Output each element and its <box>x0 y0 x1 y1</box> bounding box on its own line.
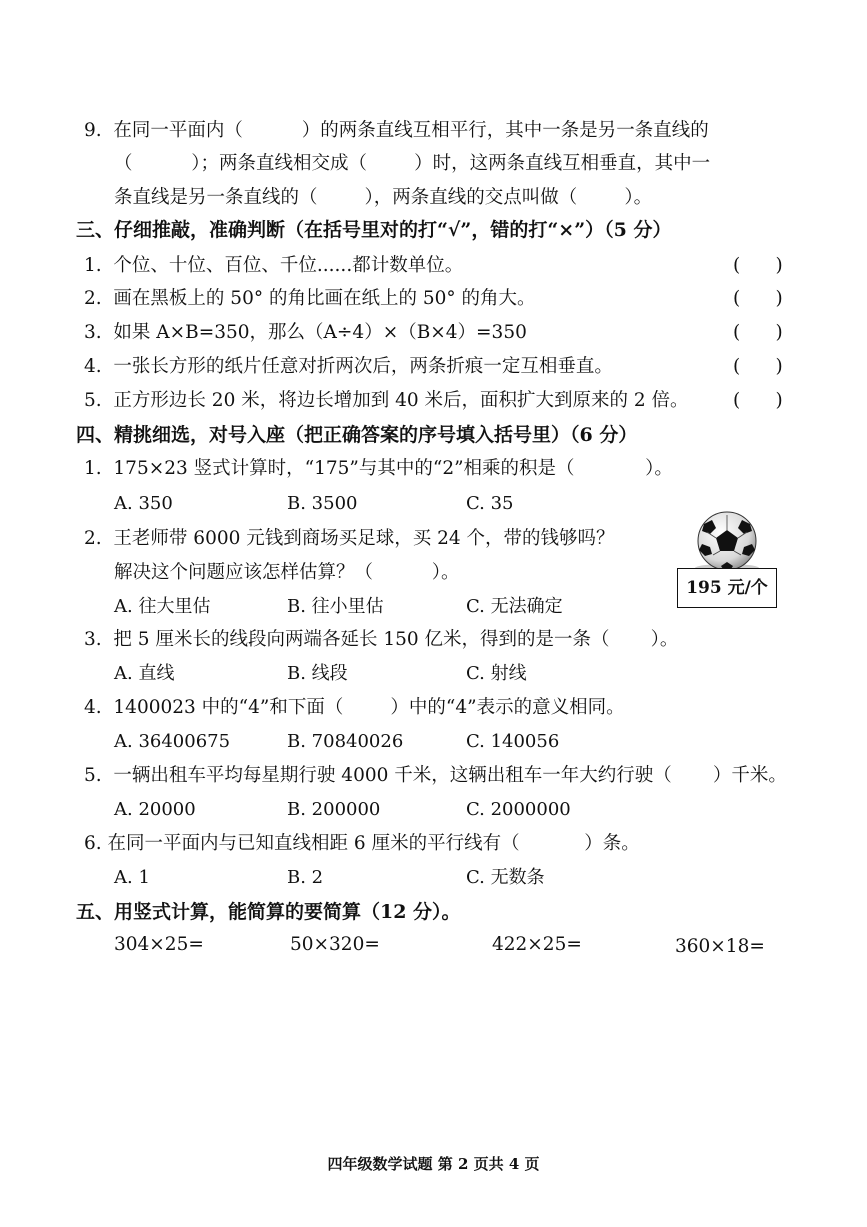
calc-problem-1: 304×25= <box>114 934 204 955</box>
choice-q6-option-b[interactable]: B. 2 <box>287 867 324 888</box>
price-tag: 195 元/个 <box>677 568 777 608</box>
calc-problem-2: 50×320= <box>290 934 380 955</box>
choice-q4: 4. 1400023 中的“4”和下面（ ）中的“4”表示的意义相同。 <box>84 697 625 718</box>
choice-q4-option-a[interactable]: A. 36400675 <box>114 731 231 752</box>
choice-q4-option-c[interactable]: C. 140056 <box>466 731 560 752</box>
judge-item-2: 2. 画在黑板上的 50° 的角比画在纸上的 50° 的角大。 <box>84 288 536 309</box>
choice-q4-option-b[interactable]: B. 70840026 <box>287 731 404 752</box>
judge-item-5: 5. 正方形边长 20 米，将边长增加到 40 米后，面积扩大到原来的 2 倍。 <box>84 390 689 411</box>
judge-answer-5[interactable]: ( ) <box>733 390 783 411</box>
choice-q6-option-a[interactable]: A. 1 <box>114 867 150 888</box>
choice-q3-option-c[interactable]: C. 射线 <box>466 663 527 684</box>
q9-line-1: 9. 在同一平面内（ ）的两条直线互相平行，其中一条是另一条直线的 <box>84 120 709 141</box>
choice-q3-option-b[interactable]: B. 线段 <box>287 663 348 684</box>
q9-line-3: 条直线是另一条直线的（ ），两条直线的交点叫做（ ）。 <box>114 187 653 208</box>
choice-q1: 1. 175×23 竖式计算时，“175”与其中的“2”相乘的积是（ ）。 <box>84 458 673 479</box>
q9-line-2: （ ）；两条直线相交成（ ）时，这两条直线互相垂直，其中一 <box>114 153 711 174</box>
section-5-title: 五、用竖式计算，能简算的要简算（12 分）。 <box>76 901 461 923</box>
judge-answer-2[interactable]: ( ) <box>733 288 783 309</box>
choice-q5-option-a[interactable]: A. 20000 <box>114 799 196 820</box>
choice-q1-option-b[interactable]: B. 3500 <box>287 493 358 514</box>
page-footer: 四年级数学试题 第 2 页共 4 页 <box>327 1155 540 1173</box>
judge-item-3: 3. 如果 A×B=350，那么（A÷4）×（B×4）=350 <box>84 322 527 343</box>
section-3-title: 三、仔细推敲，准确判断（在括号里对的打“√”，错的打“×”）（5 分） <box>76 219 672 241</box>
choice-q3-option-a[interactable]: A. 直线 <box>114 663 175 684</box>
choice-q5: 5. 一辆出租车平均每星期行驶 4000 千米，这辆出租车一年大约行驶（ ）千米。 <box>84 765 787 786</box>
choice-q6: 6. 在同一平面内与已知直线相距 6 厘米的平行线有（ ）条。 <box>84 833 640 854</box>
choice-q5-option-b[interactable]: B. 200000 <box>287 799 381 820</box>
calc-problem-3: 422×25= <box>492 934 582 955</box>
choice-q3: 3. 把 5 厘米长的线段向两端各延长 150 亿米，得到的是一条（ ）。 <box>84 629 679 650</box>
choice-q6-option-c[interactable]: C. 无数条 <box>466 867 545 888</box>
choice-q1-option-c[interactable]: C. 35 <box>466 493 514 514</box>
choice-q2-line-2: 解决这个问题应该怎样估算？（ ）。 <box>114 562 460 583</box>
judge-answer-1[interactable]: ( ) <box>733 255 783 276</box>
judge-item-4: 4. 一张长方形的纸片任意对折两次后，两条折痕一定互相垂直。 <box>84 356 613 377</box>
judge-answer-4[interactable]: ( ) <box>733 356 783 377</box>
section-4-title: 四、精挑细选，对号入座（把正确答案的序号填入括号里）（6 分） <box>76 424 638 446</box>
choice-q2-option-a[interactable]: A. 往大里估 <box>114 596 211 617</box>
choice-q2-option-c[interactable]: C. 无法确定 <box>466 596 563 617</box>
judge-item-1: 1. 个位、十位、百位、千位......都计数单位。 <box>84 255 464 276</box>
calc-problem-4: 360×18= <box>675 936 765 957</box>
choice-q5-option-c[interactable]: C. 2000000 <box>466 799 571 820</box>
choice-q2-option-b[interactable]: B. 往小里估 <box>287 596 384 617</box>
choice-q2: 2. 王老师带 6000 元钱到商场买足球，买 24 个，带的钱够吗？ <box>84 528 615 549</box>
choice-q1-option-a[interactable]: A. 350 <box>114 493 173 514</box>
judge-answer-3[interactable]: ( ) <box>733 322 783 343</box>
